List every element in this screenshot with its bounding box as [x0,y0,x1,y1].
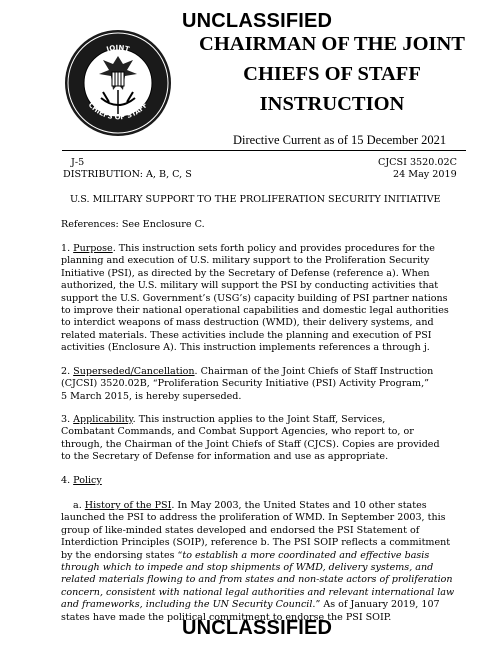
subject-line: U.S. MILITARY SUPPORT TO THE PROLIFERATION SECURITY INITIATIVE [70,194,441,205]
superseded-heading: Superseded/Cancellation [73,366,195,377]
section-history: a. History of the PSI. In May 2003, the United States and 10 other states launched the PSI to address the proliferation of WMD. In September 2003, this group of like-minded states developed and endorsed the PSI Statement of Interdiction Principles (SOIP), reference b. The PSI SOIP reflects a commitment by the endorsing states “to establish a more coordinated and effective basis through which to impede and stop shipments of WMD, delivery systems, and related materials flowing to and from states and non-state actors of proliferation concern, consistent with national legal authorities and relevant international law and frameworks, including the UN Security Council.” As of January 2019, 107 states have made the political commitment to endorse the PSI SOIP. [61,500,455,623]
doc-date: 24 May 2019 [393,169,457,180]
joint-chiefs-seal-icon [63,28,173,138]
section-policy: 4. Policy [61,475,102,486]
policy-heading: Policy [73,475,102,486]
svg-text:CHIEFS OF STAFF: CHIEFS OF STAFF [86,100,150,122]
header-rule [62,150,466,151]
section-applicability: 3. Applicability. This instruction applies to the Joint Staff, Services, Combatant Commands, and Combat Support Agencies, who report to, or through, the Chairman of the Joint Chiefs of Staff (CJCS). Copies are provided to the Secretary of Defense for information and use as appropriate. [61,414,440,463]
purpose-heading: Purpose [73,243,113,254]
classification-banner-bottom: UNCLASSIFIED [182,617,333,639]
title-line-3: INSTRUCTION [259,93,405,115]
distribution: DISTRIBUTION: A, B, C, S [63,169,192,180]
doc-number: CJCSI 3520.02C [378,157,457,168]
history-heading: History of the PSI [84,500,172,511]
svg-text:JOINT: JOINT [105,43,131,54]
directive-current: Directive Current as of 15 December 2021 [233,133,447,147]
title-line-1: CHAIRMAN OF THE JOINT [199,33,465,55]
section-superseded: 2. Superseded/Cancellation. Chairman of the Joint Chiefs of Staff Instruction (CJCSI) 3520.02B, “Proliferation Security Initiative (PSI) Activity Program,” 5 March 2015, is hereby superseded. [61,366,434,402]
applicability-heading: Applicability [73,414,133,425]
references: References: See Enclosure C. [61,219,205,230]
office-code: J-5 [71,157,85,168]
title-line-2: CHIEFS OF STAFF [243,63,421,85]
section-purpose: 1. Purpose. This instruction sets forth policy and provides procedures for the planning and execution of U.S. military support to the Proliferation Security Initiative (PSI), as directed by the Secretary of Defense (reference a). When authorized, the U.S. military will support the PSI by conducting activities that support the U.S. Government’s (USG’s) capacity building of PSI partner nations to improve their national operational capabilities and domestic legal authorities to interdict weapons of mass destruction (WMD), their delivery systems, and related materials. These activities include the planning and execution of PSI activities (Enclosure A). This instruction implements references a through j. [61,243,449,354]
classification-banner-top: UNCLASSIFIED [182,10,333,32]
